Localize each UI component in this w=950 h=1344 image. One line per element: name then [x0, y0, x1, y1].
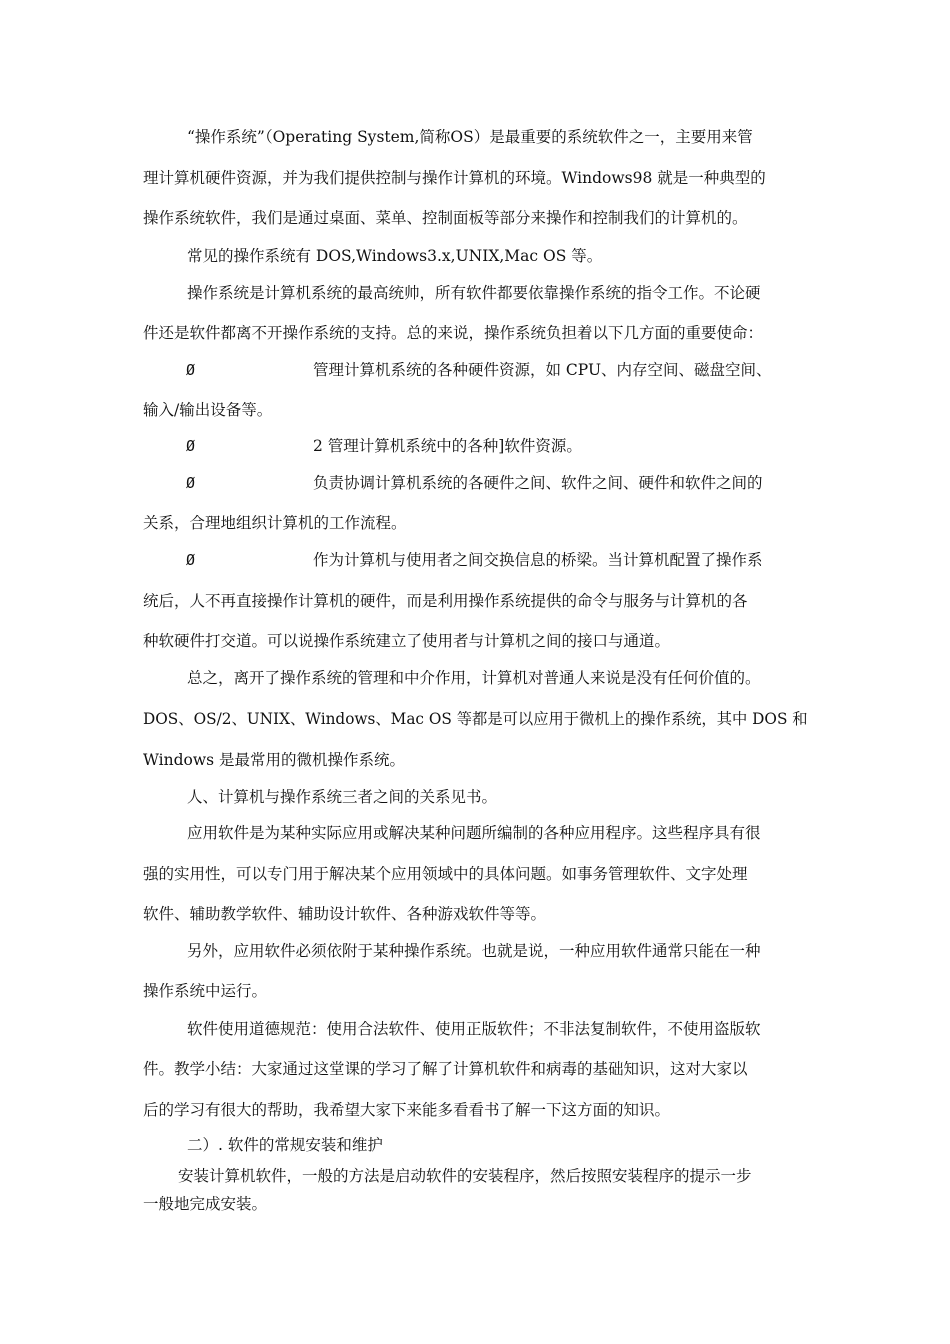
text-line: 关系，合理地组织计算机的工作流程。	[143, 514, 407, 532]
text-line: 输入/输出设备等。	[143, 401, 273, 419]
text-line: 件。教学小结：大家通过这堂课的学习了解了计算机软件和病毒的基础知识，这对大家以	[143, 1060, 748, 1078]
text-line: 应用软件是为某种实际应用或解决某种问题所编制的各种应用程序。这些程序具有很	[187, 824, 761, 842]
text-line: 操作系统软件，我们是通过桌面、菜单、控制面板等部分来操作和控制我们的计算机的。	[143, 209, 748, 227]
text-line: 安装计算机软件，一般的方法是启动软件的安装程序，然后按照安装程序的提示一步	[178, 1167, 752, 1185]
text-line: 强的实用性，可以专门用于解决某个应用领域中的具体问题。如事务管理软件、文字处理	[143, 865, 748, 883]
text-line: 操作系统中运行。	[143, 982, 268, 1000]
text-line: 负责协调计算机系统的各硬件之间、软件之间、硬件和软件之间的	[313, 474, 763, 492]
text-line: 软件、辅助教学软件、辅助设计软件、各种游戏软件等等。	[143, 905, 547, 923]
text-line: 后的学习有很大的帮助，我希望大家下来能多看看书了解一下这方面的知识。	[143, 1101, 671, 1119]
text-line: DOS、OS/2、UNIX、Windows、Mac OS 等都是可以应用于微机上的操作系统，其中 DOS 和	[143, 710, 808, 728]
text-line: 统后，人不再直接操作计算机的硬件，而是利用操作系统提供的命令与服务与计算机的各	[143, 592, 748, 610]
text-line: 总之，离开了操作系统的管理和中介作用，计算机对普通人来说是没有任何价值的。	[187, 669, 761, 687]
text-line: 理计算机硬件资源，并为我们提供控制与操作计算机的环境。Windows98 就是一种典型的	[143, 169, 766, 187]
text-line: 一般地完成安装。	[143, 1195, 268, 1213]
bullet-symbol: Ø	[186, 551, 196, 569]
section-heading: 二）. 软件的常规安装和维护	[187, 1136, 383, 1154]
text-line: 作为计算机与使用者之间交换信息的桥梁。当计算机配置了操作系	[313, 551, 763, 569]
text-line: Windows 是最常用的微机操作系统。	[143, 751, 406, 769]
text-line: 另外，应用软件必须依附于某种操作系统。也就是说，一种应用软件通常只能在一种	[187, 942, 761, 960]
text-line: 软件使用道德规范：使用合法软件、使用正版软件；不非法复制软件，不使用盗版软	[187, 1020, 761, 1038]
bullet-symbol: Ø	[186, 474, 196, 492]
text-line: 操作系统是计算机系统的最高统帅，所有软件都要依靠操作系统的指令工作。不论硬	[187, 284, 761, 302]
bullet-symbol: Ø	[186, 361, 196, 379]
text-line: 管理计算机系统的各种硬件资源，如 CPU、内存空间、磁盘空间、	[313, 361, 772, 379]
text-line: 种软硬件打交道。可以说操作系统建立了使用者与计算机之间的接口与通道。	[143, 632, 671, 650]
text-line: “操作系统”（Operating System,简称OS）是最重要的系统软件之一，主要用来管	[187, 128, 753, 146]
text-line: 人、计算机与操作系统三者之间的关系见书。	[187, 788, 498, 806]
text-line: 件还是软件都离不开操作系统的支持。总的来说，操作系统负担着以下几方面的重要使命：	[143, 324, 764, 342]
text-line: 2 管理计算机系统中的各种]软件资源。	[313, 437, 582, 455]
bullet-symbol: Ø	[186, 437, 196, 455]
text-line: 常见的操作系统有 DOS,Windows3.x,UNIX,Mac OS 等。	[187, 247, 603, 265]
